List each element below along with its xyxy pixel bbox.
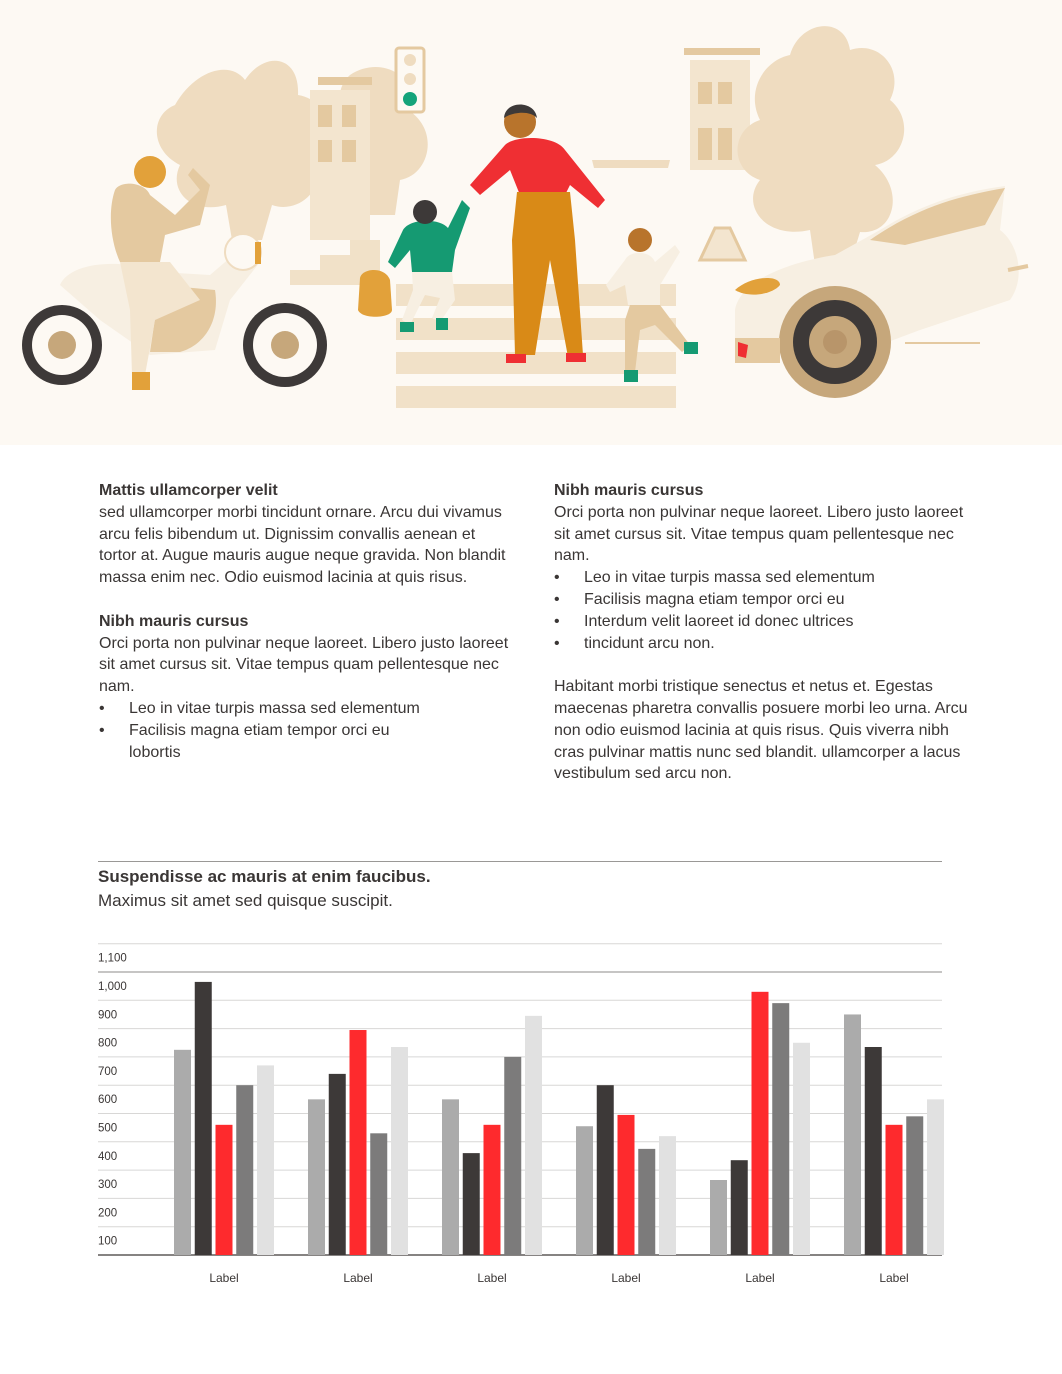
bar xyxy=(504,1057,521,1255)
bullet-list xyxy=(99,698,509,763)
bar-chart xyxy=(98,930,948,1295)
motorcycle-wheel-front-hub xyxy=(271,331,299,359)
bar xyxy=(308,1099,325,1255)
bar xyxy=(391,1047,408,1255)
bar xyxy=(844,1014,861,1255)
chart-title: Suspendisse ac mauris at enim faucibus. xyxy=(98,867,431,886)
building-right-window xyxy=(718,82,732,104)
bar xyxy=(906,1116,923,1255)
bar xyxy=(257,1065,274,1255)
section-body: sed ullamcorper morbi tincidunt ornare. Arcu dui vivamus arcu felis bibendum ut. Dignissim convallis aenean et tortor at. Augue mauris augue neque gravida. Non blandit massa enim nec. Odio euismod lacinia at quis risus. xyxy=(99,503,506,587)
x-tick-label: Label xyxy=(343,1271,373,1285)
right-text-column xyxy=(554,480,974,785)
y-tick-label: 700 xyxy=(98,1065,118,1078)
bar xyxy=(236,1085,253,1255)
bar xyxy=(752,992,769,1255)
bar xyxy=(216,1125,233,1255)
child-right-head xyxy=(628,228,652,252)
x-tick-label: Label xyxy=(477,1271,507,1285)
rider-boot xyxy=(132,372,150,390)
left-section-2 xyxy=(99,611,509,764)
y-tick-label: 100 xyxy=(98,1235,118,1248)
bar xyxy=(638,1149,655,1255)
bar xyxy=(659,1136,676,1255)
traffic-light-top xyxy=(404,54,416,66)
y-tick-label: 500 xyxy=(98,1122,118,1135)
bar xyxy=(772,1003,789,1255)
y-tick-label: 1,100 xyxy=(98,952,127,965)
bullet-item: • Facilisis magna etiam tempor orci eu xyxy=(554,589,974,611)
child-right-shoe xyxy=(624,370,638,382)
bullet-list xyxy=(554,567,974,654)
child-right-shoe xyxy=(684,342,698,354)
awning xyxy=(592,160,670,168)
car-wheel-hub xyxy=(823,330,847,354)
bar xyxy=(442,1099,459,1255)
bullet-item: • Interdum velit laoreet id donec ultrices xyxy=(554,611,974,633)
bar xyxy=(174,1050,191,1255)
left-text-column xyxy=(99,480,509,785)
crosswalk-stripe xyxy=(396,386,676,408)
x-tick-label: Label xyxy=(611,1271,641,1285)
bar xyxy=(597,1085,614,1255)
guard-shoe xyxy=(566,353,586,362)
building-left-window xyxy=(342,140,356,162)
bar xyxy=(576,1126,593,1255)
bar xyxy=(484,1125,501,1255)
y-tick-label: 400 xyxy=(98,1150,118,1163)
bar xyxy=(329,1074,346,1255)
y-tick-label: 300 xyxy=(98,1179,118,1192)
building-right-window xyxy=(698,128,712,160)
bar xyxy=(710,1180,727,1255)
y-tick-label: 600 xyxy=(98,1094,118,1107)
motorcycle-lamp xyxy=(255,242,261,264)
bullet-item: • Leo in vitae turpis massa sed elementum xyxy=(99,698,509,720)
y-tick-label: 200 xyxy=(98,1207,118,1220)
building-right-window xyxy=(718,128,732,160)
section-heading: Mattis ullamcorper velit xyxy=(99,482,278,499)
traffic-light-green xyxy=(403,92,417,106)
bullet-item: • Leo in vitae turpis massa sed elementum xyxy=(554,567,974,589)
street-crossing-illustration xyxy=(0,0,1062,445)
building-left-window xyxy=(318,105,332,127)
bar xyxy=(350,1030,367,1255)
bar xyxy=(618,1115,635,1255)
building-left-window xyxy=(342,105,356,127)
bullet-item: • Facilisis magna etiam tempor orci eu lobortis xyxy=(99,720,399,764)
bar xyxy=(865,1047,882,1255)
bar xyxy=(886,1125,903,1255)
backpack xyxy=(358,270,392,317)
bar xyxy=(525,1016,542,1255)
section-body: Orci porta non pulvinar neque laoreet. Libero justo laoreet sit amet cursus sit. Vitae tempus quam pellentesque nec nam. xyxy=(99,634,509,696)
building-right-window xyxy=(698,82,712,104)
y-tick-label: 1,000 xyxy=(98,981,127,993)
building-right-roof xyxy=(684,48,760,55)
bar xyxy=(370,1133,387,1255)
bar xyxy=(731,1160,748,1255)
bar xyxy=(927,1099,944,1255)
chart-subtitle: Maximus sit amet sed quisque suscipit. xyxy=(98,891,393,910)
child-left-head xyxy=(413,200,437,224)
bar xyxy=(463,1153,480,1255)
x-tick-label: Label xyxy=(745,1271,775,1285)
bullet-item: • tincidunt arcu non. xyxy=(554,633,974,655)
traffic-light-mid xyxy=(404,73,416,85)
y-tick-label: 800 xyxy=(98,1037,118,1050)
closing-paragraph: Habitant morbi tristique senectus et netus et. Egestas maecenas pharetra convallis posuere morbi leo urna. Arcu non odio euismod lacinia at quis risus. Quis viverra nibh cras pulvinar mattis nunc sed blandit. ullamcorper a lacus vestibulum sed arcu non. xyxy=(554,678,968,783)
child-left-shoe xyxy=(400,322,414,332)
motorcycle-wheel-back-hub xyxy=(48,331,76,359)
bar xyxy=(793,1043,810,1255)
bar xyxy=(195,982,212,1255)
x-tick-label: Label xyxy=(209,1271,239,1285)
section-heading: Nibh mauris cursus xyxy=(554,482,704,499)
y-tick-label: 900 xyxy=(98,1009,118,1022)
hero-illustration xyxy=(0,0,1062,445)
building-left-window xyxy=(318,140,332,162)
child-left-shoe xyxy=(436,318,448,330)
right-section-1 xyxy=(554,480,974,654)
guard-shoe xyxy=(506,354,526,363)
section-heading: Nibh mauris cursus xyxy=(99,612,249,630)
left-section-1 xyxy=(99,480,509,589)
x-tick-label: Label xyxy=(879,1271,909,1285)
section-body: Orci porta non pulvinar neque laoreet. Libero justo laoreet sit amet cursus sit. Vitae tempus quam pellentesque nec nam. xyxy=(554,503,964,565)
building-left-roof xyxy=(318,77,372,85)
rider-helmet xyxy=(134,156,166,188)
chart-top-rule xyxy=(98,861,942,862)
